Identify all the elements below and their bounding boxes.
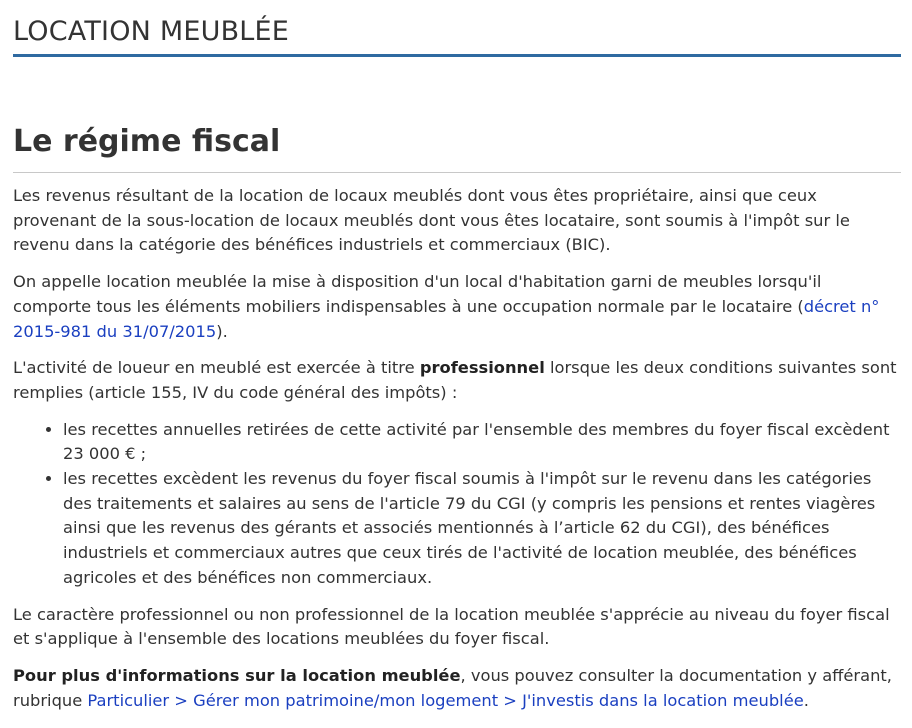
conditions-list [13,418,901,591]
paragraph-definition [13,270,901,344]
section-header [13,0,901,57]
list-item: • les recettes excèdent les revenus du foyer fiscal soumis à l'impôt sur le revenu dans les catégories des traitements et salaires au sens de l'article 79 du CGI (y compris les pensions et rentes viagères ainsi que les revenus des gérants et associés mentionnés à l’article 62 du CGI), des bénéfices industriels et commerciaux autres que ceux tirés de l'activité de location meublée, des bénéfices agricoles et des bénéfices non commerciaux. [63,467,901,591]
more-info-text-end: . [803,690,809,710]
paragraph-professional [13,356,901,405]
more-info-bold: Pour plus d'informations sur la location meublée [13,665,461,685]
definition-text-end: ). [216,321,228,341]
paragraph-bic-income: Les revenus résultant de la location de locaux meublés dont vous êtes propriétaire, ainsi que ceux provenant de la sous-location de locaux meublés dont vous êtes locataire, sont soumis à l'impôt sur le revenu dans la catégorie des bénéfices industriels et commerciaux (BIC). [13,186,850,255]
list-item: • les recettes annuelles retirées de cette activité par l'ensemble des membres du foyer fiscal excèdent 23 000 € ; [63,418,901,467]
more-info-text: , vous pouvez consulter la documentation y afférant, rubrique [13,665,892,710]
definition-text: On appelle location meublée la mise à disposition d'un local d'habitation garni de meubles lorsqu'il comporte tous les éléments mobiliers indispensables à une occupation normale par le locataire ( [13,272,822,316]
paragraph-more-info [13,664,901,713]
section-title: LOCATION MEUBLÉE [13,16,290,47]
professional-text: L'activité de loueur en meublé est exercée à titre [13,358,420,378]
professional-text-end: lorsque les deux conditions suivantes sont remplies (article 155, IV du code général des impôts) : [13,358,897,402]
paragraph-household: Le caractère professionnel ou non professionnel de la location meublée s'apprécie au niveau du foyer fiscal et s'applique à l'ensemble des locations meublées du foyer fiscal. [13,604,890,649]
page [13,0,901,713]
page-title: Le régime fiscal [13,122,901,173]
professional-bold: professionnel [419,358,545,378]
article-content [13,184,901,713]
decree-link[interactable]: décret n° 2015-981 du 31/07/2015 [13,296,880,341]
furnished-rental-link[interactable]: Particulier > Gérer mon patrimoine/mon logement > J'investis dans la location meublée [87,690,804,710]
